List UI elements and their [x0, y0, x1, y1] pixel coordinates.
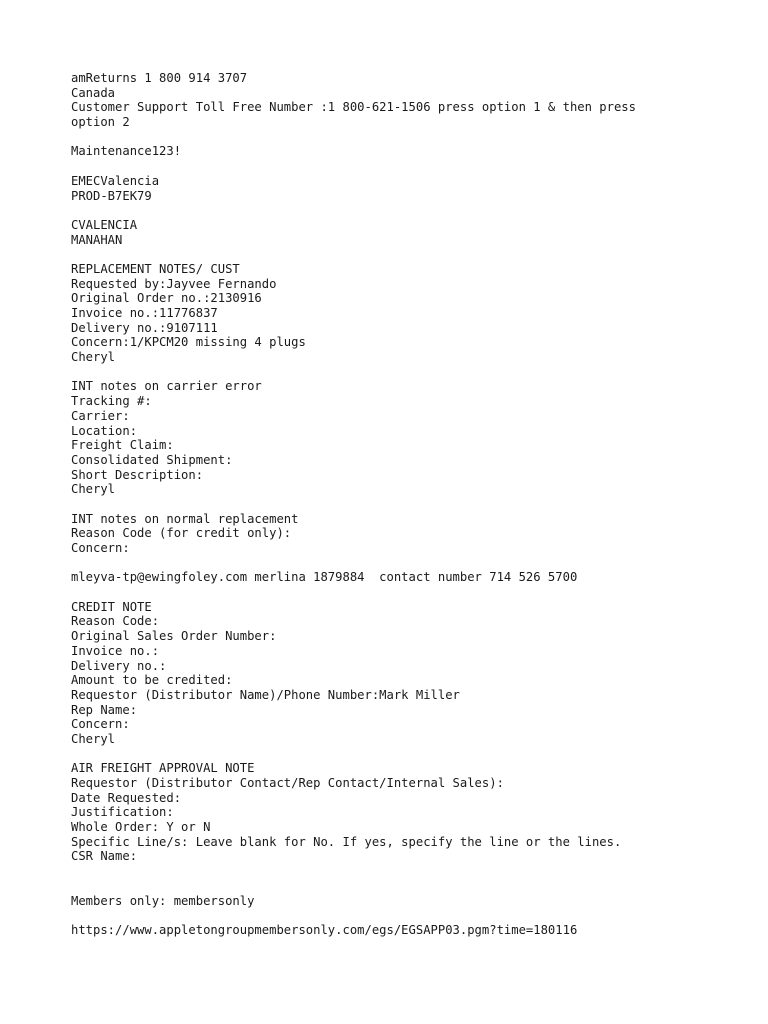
text-line: mleyva-tp@ewingfoley.com merlina 1879884 contact number 714 526 5700 — [71, 570, 578, 585]
text-line: AIR FREIGHT APPROVAL NOTE — [71, 761, 255, 776]
blank-line — [71, 130, 731, 145]
text-line: REPLACEMENT NOTES/ CUST — [71, 261, 240, 276]
text-line: Reason Code (for credit only): — [71, 526, 292, 541]
text-line: Reason Code: — [71, 614, 160, 629]
text-line: Customer Support Toll Free Number :1 800-621-1506 press option 1 & then press — [71, 100, 636, 115]
text-line: Delivery no.:9107111 — [71, 320, 218, 335]
blank-line — [71, 247, 731, 262]
blank-line — [71, 203, 731, 218]
text-line: Original Order no.:2130916 — [71, 291, 262, 306]
blank-line — [71, 365, 731, 380]
text-line: Members only: membersonly — [71, 893, 255, 908]
text-line: EMECValencia — [71, 173, 160, 188]
blank-line — [71, 497, 731, 512]
text-line: Maintenance123! — [71, 144, 182, 159]
blank-line — [71, 908, 731, 923]
text-line: Requestor (Distributor Name)/Phone Number:Mark Miller — [71, 687, 460, 702]
text-line: amReturns 1 800 914 3707 — [71, 71, 248, 85]
text-line: Concern: — [71, 717, 130, 732]
text-line: Carrier: — [71, 408, 130, 423]
text-line: CREDIT NOTE — [71, 599, 152, 614]
text-line: Requested by:Jayvee Fernando — [71, 276, 277, 291]
text-line: Amount to be credited: — [71, 673, 233, 688]
text-line: Freight Claim: — [71, 438, 174, 453]
text-line: Concern:1/KPCM20 missing 4 plugs — [71, 335, 306, 350]
text-line: Justification: — [71, 805, 174, 820]
document-body — [71, 71, 731, 938]
text-line: Original Sales Order Number: — [71, 629, 277, 644]
text-line: Cheryl — [71, 350, 116, 365]
text-line: INT notes on carrier error — [71, 379, 262, 394]
blank-line — [71, 864, 731, 879]
text-line: Whole Order: Y or N — [71, 820, 211, 835]
text-line: Concern: — [71, 541, 130, 555]
text-line: Specific Line/s: Leave blank for No. If yes, specify the line or the lines. — [71, 834, 622, 849]
text-line: Rep Name: — [71, 702, 138, 717]
text-line: Short Description: — [71, 467, 204, 482]
text-line: Invoice no.:11776837 — [71, 306, 218, 320]
text-line: Tracking #: — [71, 394, 152, 409]
text-line: Canada — [71, 85, 116, 100]
text-line: INT notes on normal replacement — [71, 511, 299, 526]
text-line: Cheryl — [71, 482, 116, 497]
text-line: https://www.appletongroupmembersonly.com/egs/EGSAPP03.pgm?time=180116 — [71, 922, 578, 937]
blank-line — [71, 879, 731, 894]
text-line: Location: — [71, 423, 138, 438]
text-line: Cheryl — [71, 731, 116, 746]
text-line: MANAHAN — [71, 232, 123, 247]
text-line: Invoice no.: — [71, 643, 160, 658]
text-line: Date Requested: — [71, 790, 182, 805]
text-line: option 2 — [71, 115, 130, 130]
text-line: CVALENCIA — [71, 217, 138, 232]
text-line: Consolidated Shipment: — [71, 452, 233, 467]
blank-line — [71, 556, 731, 571]
text-line: CSR Name: — [71, 849, 138, 864]
text-line: PROD-B7EK79 — [71, 188, 152, 203]
blank-line — [71, 159, 731, 174]
text-line: Requestor (Distributor Contact/Rep Contact/Internal Sales): — [71, 776, 504, 790]
text-line: Delivery no.: — [71, 658, 167, 673]
blank-line — [71, 747, 731, 762]
blank-line — [71, 585, 731, 600]
